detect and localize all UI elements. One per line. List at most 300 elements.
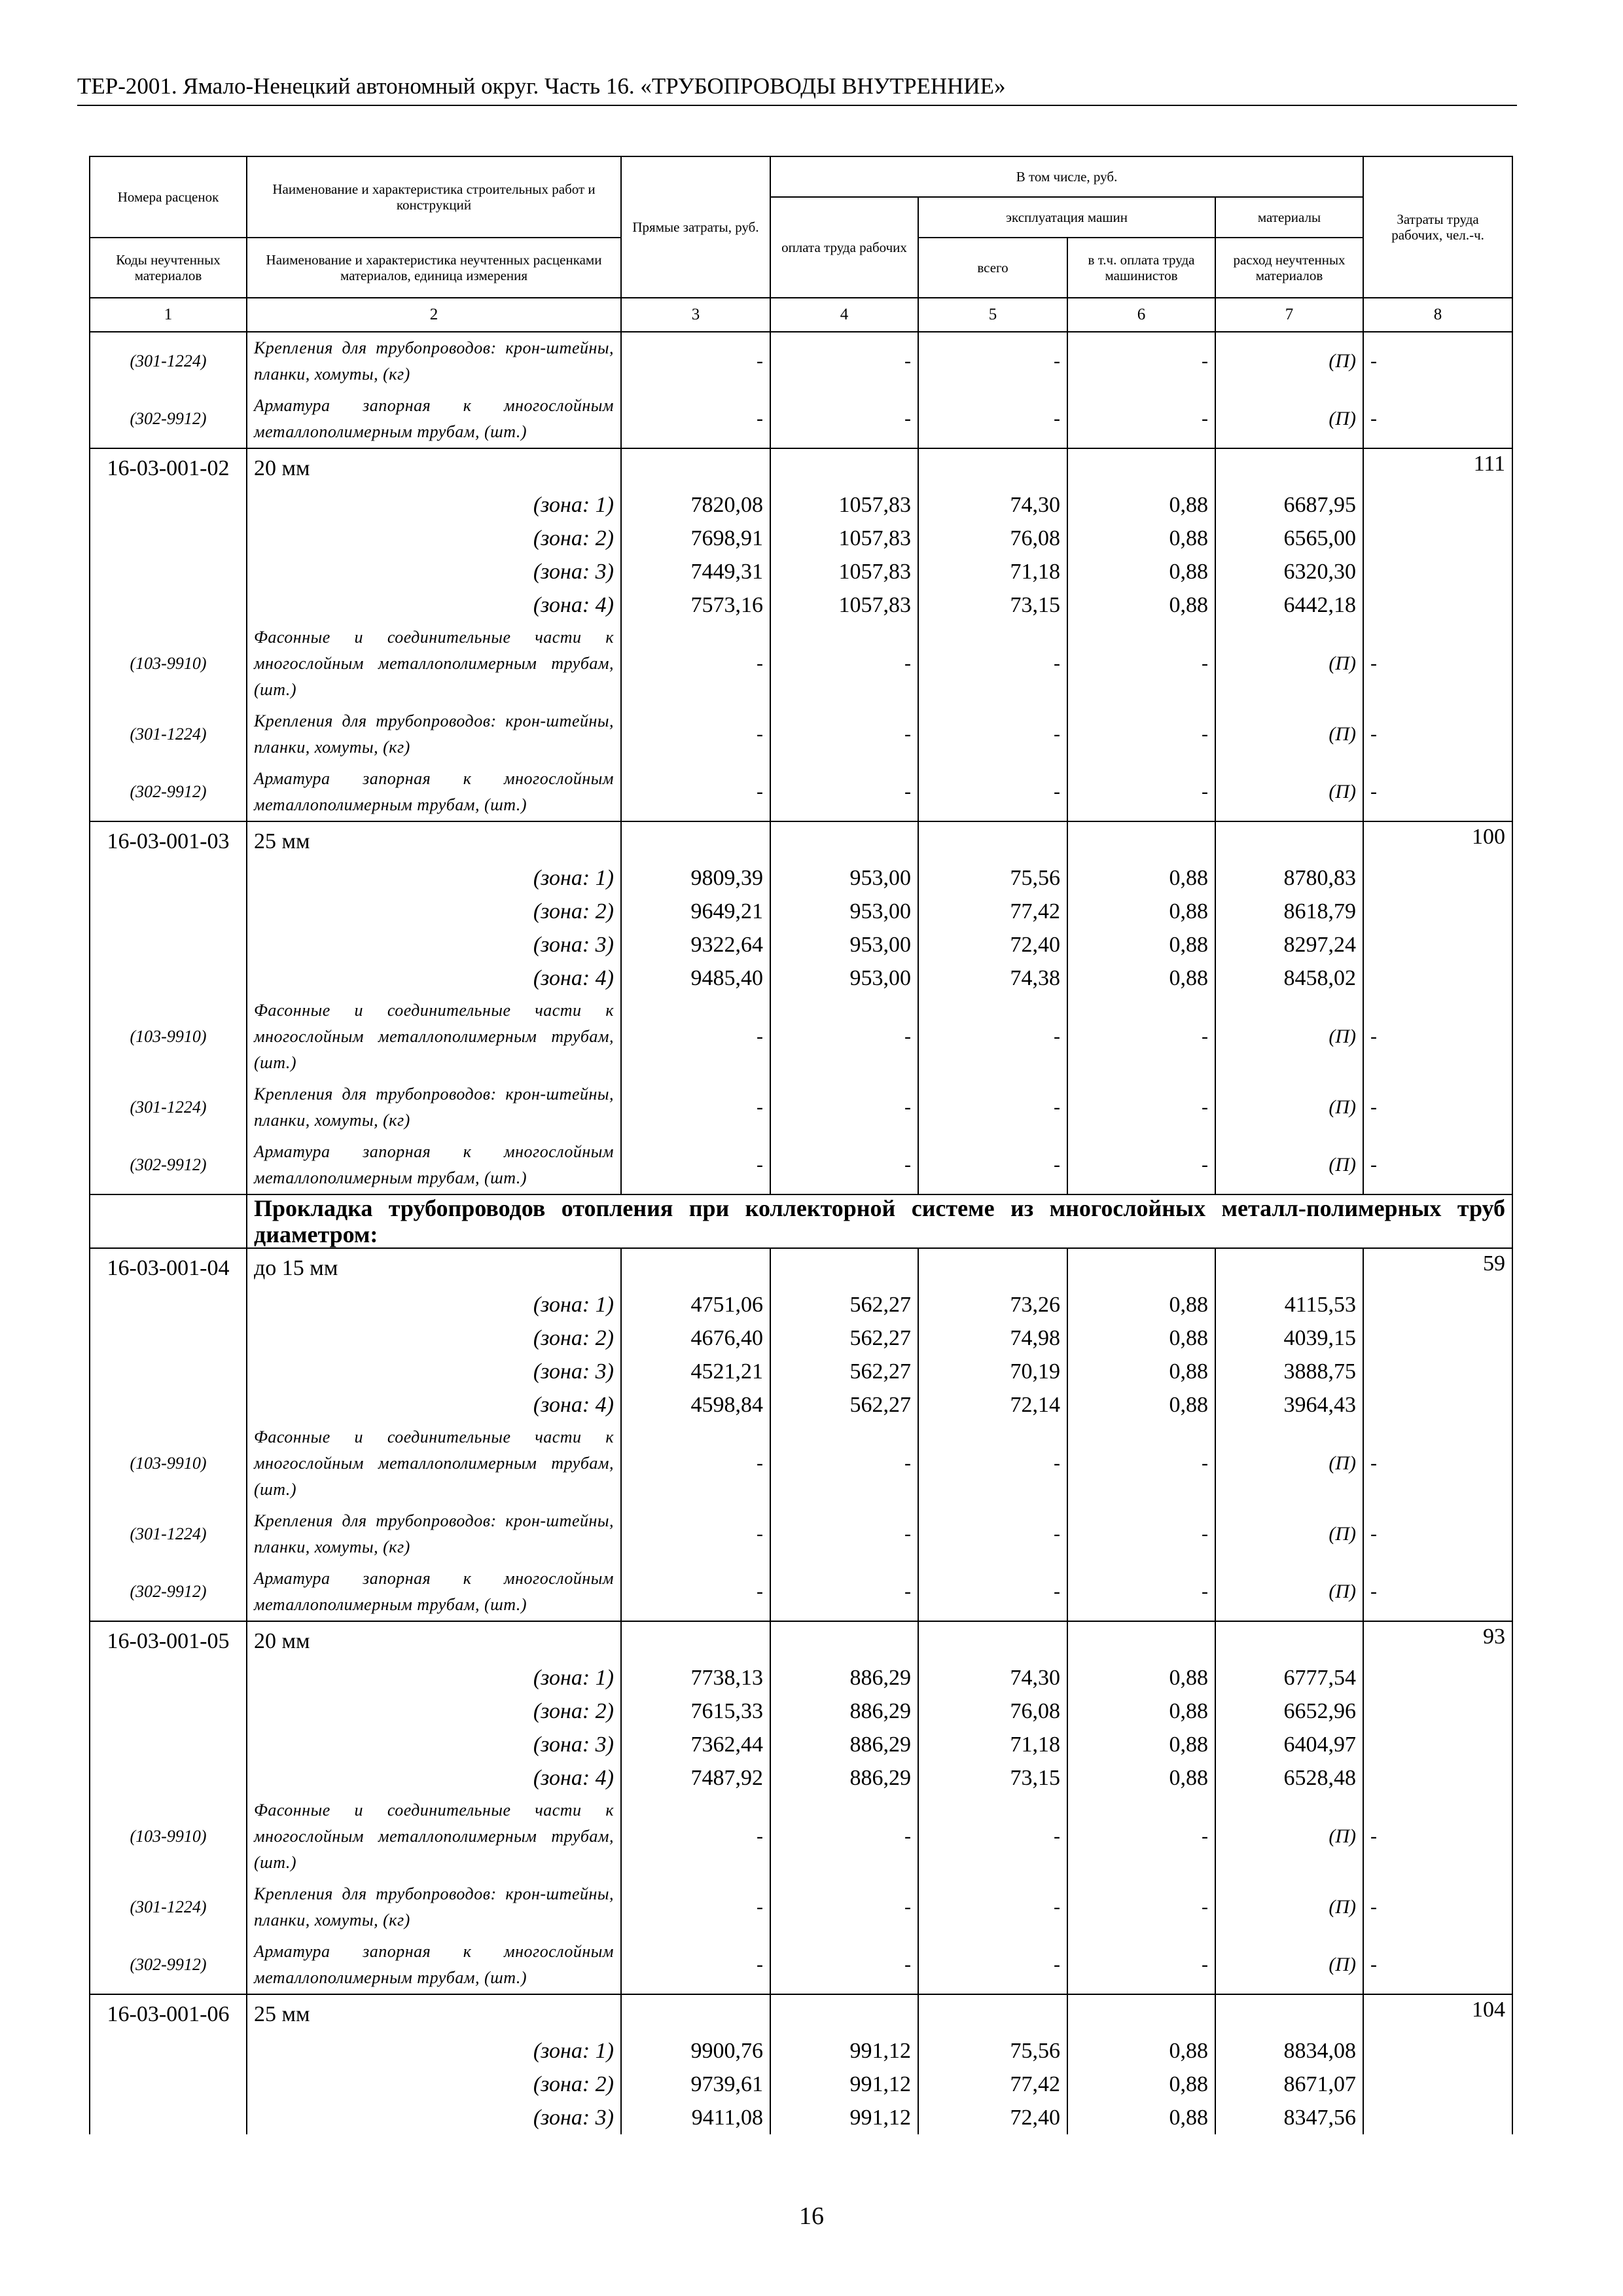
material-code: (302-9912)	[90, 763, 247, 821]
zone-c7: 4039,15	[1215, 1321, 1363, 1355]
material-c8: -	[1363, 1936, 1512, 1994]
material-c3: -	[621, 1079, 770, 1136]
empty-cell	[1363, 1388, 1512, 1422]
material-c3: -	[621, 1563, 770, 1621]
material-c5: -	[918, 1505, 1067, 1563]
material-code: (302-9912)	[90, 1136, 247, 1194]
zone-c5: 77,42	[918, 895, 1067, 928]
empty-cell	[918, 1994, 1067, 2034]
zone-c7: 8671,07	[1215, 2068, 1363, 2101]
zone-c6: 0,88	[1067, 488, 1215, 522]
zone-row	[90, 2101, 1512, 2134]
zone-c5: 74,30	[918, 1661, 1067, 1695]
section-title: Прокладка трубопроводов отопления при коллекторной системе из многослойных металл-полимерных труб диаметром:	[247, 1194, 1512, 1248]
col-number: 8	[1363, 298, 1512, 332]
zone-c7: 6442,18	[1215, 588, 1363, 622]
material-c7: (П)	[1215, 995, 1363, 1079]
empty-cell	[1363, 1695, 1512, 1728]
zone-c4: 886,29	[770, 1728, 918, 1761]
zone-c6: 0,88	[1067, 895, 1215, 928]
zone-label: (зона: 2)	[247, 522, 621, 555]
zone-c7: 6777,54	[1215, 1661, 1363, 1695]
empty-cell	[770, 1994, 918, 2034]
zone-c5: 76,08	[918, 522, 1067, 555]
material-c4: -	[770, 1563, 918, 1621]
empty-cell	[1363, 2068, 1512, 2101]
labor-cost: 111	[1363, 448, 1512, 488]
zone-row	[90, 961, 1512, 995]
zone-c6: 0,88	[1067, 1321, 1215, 1355]
material-c7: (П)	[1215, 1563, 1363, 1621]
empty-cell	[90, 1288, 247, 1321]
zone-label: (зона: 3)	[247, 928, 621, 961]
zone-label: (зона: 1)	[247, 488, 621, 522]
empty-cell	[770, 1248, 918, 1288]
zone-c6: 0,88	[1067, 961, 1215, 995]
zone-c7: 6565,00	[1215, 522, 1363, 555]
col-number: 7	[1215, 298, 1363, 332]
empty-cell	[621, 448, 770, 488]
zone-label: (зона: 3)	[247, 2101, 621, 2134]
empty-cell	[90, 2034, 247, 2068]
zone-c7: 8780,83	[1215, 861, 1363, 895]
rate-name: до 15 мм	[247, 1248, 621, 1288]
zone-row	[90, 861, 1512, 895]
material-c8: -	[1363, 390, 1512, 448]
zone-c3: 7698,91	[621, 522, 770, 555]
zone-label: (зона: 1)	[247, 1288, 621, 1321]
empty-cell	[918, 821, 1067, 861]
material-c8: -	[1363, 1079, 1512, 1136]
zone-c3: 7820,08	[621, 488, 770, 522]
zone-label: (зона: 2)	[247, 1695, 621, 1728]
material-c4: -	[770, 390, 918, 448]
zone-row	[90, 555, 1512, 588]
empty-cell	[770, 821, 918, 861]
zone-c4: 886,29	[770, 1761, 918, 1795]
empty-cell	[90, 488, 247, 522]
material-c6: -	[1067, 1878, 1215, 1936]
material-c7: (П)	[1215, 1505, 1363, 1563]
material-c6: -	[1067, 995, 1215, 1079]
material-description: Фасонные и соединительные части к многослойным металлополимерным трубам, (шт.)	[247, 1422, 621, 1505]
material-c4: -	[770, 706, 918, 763]
zone-c7: 8297,24	[1215, 928, 1363, 961]
material-c3: -	[621, 763, 770, 821]
empty-cell	[1363, 961, 1512, 995]
empty-cell	[90, 961, 247, 995]
material-code: (103-9910)	[90, 1795, 247, 1878]
material-row	[90, 1422, 1512, 1505]
zone-c5: 74,38	[918, 961, 1067, 995]
material-c3: -	[621, 1505, 770, 1563]
zone-c5: 74,30	[918, 488, 1067, 522]
zone-row	[90, 1728, 1512, 1761]
zone-c7: 6320,30	[1215, 555, 1363, 588]
material-c7: (П)	[1215, 1878, 1363, 1936]
material-row	[90, 1878, 1512, 1936]
material-description: Крепления для трубопроводов: крон-штейны, планки, хомуты, (кг)	[247, 1505, 621, 1563]
material-c8: -	[1363, 763, 1512, 821]
material-c4: -	[770, 1136, 918, 1194]
material-c3: -	[621, 1136, 770, 1194]
empty-cell	[1363, 1288, 1512, 1321]
empty-cell	[1067, 1621, 1215, 1661]
zone-c5: 73,15	[918, 1761, 1067, 1795]
material-description: Крепления для трубопроводов: крон-штейны, планки, хомуты, (кг)	[247, 332, 621, 390]
zone-c3: 4521,21	[621, 1355, 770, 1388]
zone-c4: 1057,83	[770, 588, 918, 622]
material-c8: -	[1363, 1795, 1512, 1878]
material-row	[90, 1505, 1512, 1563]
material-c7: (П)	[1215, 706, 1363, 763]
zone-c3: 9485,40	[621, 961, 770, 995]
material-c4: -	[770, 622, 918, 706]
empty-cell	[90, 1661, 247, 1695]
col-number: 6	[1067, 298, 1215, 332]
zone-c6: 0,88	[1067, 861, 1215, 895]
empty-cell	[621, 1621, 770, 1661]
material-row	[90, 390, 1512, 448]
material-code: (302-9912)	[90, 390, 247, 448]
material-c3: -	[621, 706, 770, 763]
empty-cell	[621, 821, 770, 861]
material-c5: -	[918, 332, 1067, 390]
zone-row	[90, 522, 1512, 555]
empty-cell	[918, 448, 1067, 488]
material-c6: -	[1067, 390, 1215, 448]
zone-c5: 72,40	[918, 2101, 1067, 2134]
empty-cell	[621, 1994, 770, 2034]
empty-cell	[1363, 1321, 1512, 1355]
zone-c4: 562,27	[770, 1288, 918, 1321]
material-c4: -	[770, 1878, 918, 1936]
material-c8: -	[1363, 1422, 1512, 1505]
zone-c4: 953,00	[770, 861, 918, 895]
material-c4: -	[770, 1936, 918, 1994]
material-description: Крепления для трубопроводов: крон-штейны, планки, хомуты, (кг)	[247, 1079, 621, 1136]
zone-c4: 1057,83	[770, 488, 918, 522]
material-description: Фасонные и соединительные части к многослойным металлополимерным трубам, (шт.)	[247, 995, 621, 1079]
empty-cell	[1363, 555, 1512, 588]
material-code: (301-1224)	[90, 1878, 247, 1936]
empty-cell	[1067, 1248, 1215, 1288]
zone-c3: 9739,61	[621, 2068, 770, 2101]
material-description: Арматура запорная к многослойным металлополимерным трубам, (шт.)	[247, 1136, 621, 1194]
zone-c3: 4676,40	[621, 1321, 770, 1355]
rate-row	[90, 1248, 1512, 1288]
material-c3: -	[621, 1878, 770, 1936]
zone-c7: 8834,08	[1215, 2034, 1363, 2068]
material-description: Арматура запорная к многослойным металлополимерным трубам, (шт.)	[247, 1563, 621, 1621]
zone-c3: 4598,84	[621, 1388, 770, 1422]
zone-label: (зона: 4)	[247, 588, 621, 622]
zone-c6: 0,88	[1067, 1288, 1215, 1321]
zone-row	[90, 588, 1512, 622]
labor-cost: 104	[1363, 1994, 1512, 2034]
zone-c6: 0,88	[1067, 2101, 1215, 2134]
zone-c4: 562,27	[770, 1388, 918, 1422]
material-c7: (П)	[1215, 332, 1363, 390]
zone-c7: 6687,95	[1215, 488, 1363, 522]
zone-c4: 953,00	[770, 928, 918, 961]
material-c3: -	[621, 622, 770, 706]
zone-c3: 9900,76	[621, 2034, 770, 2068]
empty-cell	[1363, 522, 1512, 555]
material-code: (301-1224)	[90, 706, 247, 763]
zone-label: (зона: 1)	[247, 1661, 621, 1695]
zone-c4: 1057,83	[770, 522, 918, 555]
material-code: (301-1224)	[90, 1505, 247, 1563]
material-c8: -	[1363, 995, 1512, 1079]
material-c5: -	[918, 1079, 1067, 1136]
material-c5: -	[918, 995, 1067, 1079]
zone-label: (зона: 1)	[247, 861, 621, 895]
page-number: 16	[799, 2202, 824, 2230]
header-col2-top: Наименование и характеристика строительных работ и конструкций	[247, 156, 621, 238]
material-row	[90, 1136, 1512, 1194]
zone-c5: 71,18	[918, 555, 1067, 588]
empty-cell	[1363, 1355, 1512, 1388]
rate-code: 16-03-001-06	[90, 1994, 247, 2034]
zone-c4: 953,00	[770, 895, 918, 928]
material-c7: (П)	[1215, 1422, 1363, 1505]
empty-cell	[1363, 2101, 1512, 2134]
empty-cell	[90, 1321, 247, 1355]
zone-label: (зона: 4)	[247, 961, 621, 995]
zone-c5: 76,08	[918, 1695, 1067, 1728]
empty-cell	[770, 448, 918, 488]
labor-cost: 93	[1363, 1621, 1512, 1661]
zone-c7: 3888,75	[1215, 1355, 1363, 1388]
zone-c4: 886,29	[770, 1695, 918, 1728]
empty-cell	[918, 1248, 1067, 1288]
material-row	[90, 622, 1512, 706]
empty-cell	[1215, 1621, 1363, 1661]
zone-c5: 75,56	[918, 2034, 1067, 2068]
empty-cell	[90, 1728, 247, 1761]
empty-cell	[918, 1621, 1067, 1661]
header-incl: В том числе, руб.	[770, 156, 1363, 197]
material-c7: (П)	[1215, 390, 1363, 448]
zone-label: (зона: 3)	[247, 1355, 621, 1388]
empty-cell	[1363, 1728, 1512, 1761]
material-row	[90, 706, 1512, 763]
zone-row	[90, 2068, 1512, 2101]
material-row	[90, 763, 1512, 821]
col-number: 1	[90, 298, 247, 332]
material-c6: -	[1067, 332, 1215, 390]
zone-c7: 6528,48	[1215, 1761, 1363, 1795]
zone-row	[90, 2034, 1512, 2068]
zone-c6: 0,88	[1067, 2034, 1215, 2068]
empty-cell	[1363, 861, 1512, 895]
empty-cell	[90, 861, 247, 895]
header-materials: материалы	[1215, 197, 1363, 238]
material-c8: -	[1363, 332, 1512, 390]
material-c6: -	[1067, 706, 1215, 763]
zone-c6: 0,88	[1067, 1761, 1215, 1795]
zone-c4: 1057,83	[770, 555, 918, 588]
material-c6: -	[1067, 1079, 1215, 1136]
zone-c5: 74,98	[918, 1321, 1067, 1355]
empty-cell	[1363, 1661, 1512, 1695]
material-c6: -	[1067, 622, 1215, 706]
empty-cell	[1363, 588, 1512, 622]
rate-code: 16-03-001-04	[90, 1248, 247, 1288]
section-heading	[90, 1194, 1512, 1248]
material-c7: (П)	[1215, 763, 1363, 821]
zone-c5: 72,40	[918, 928, 1067, 961]
col-number: 5	[918, 298, 1067, 332]
zone-row	[90, 488, 1512, 522]
zone-row	[90, 1321, 1512, 1355]
header-col1-bottom: Коды неучтенных материалов	[90, 238, 247, 298]
material-c6: -	[1067, 1936, 1215, 1994]
zone-c4: 562,27	[770, 1321, 918, 1355]
zone-row	[90, 1388, 1512, 1422]
material-c4: -	[770, 1422, 918, 1505]
zone-c7: 8347,56	[1215, 2101, 1363, 2134]
empty-cell	[1215, 448, 1363, 488]
zone-c6: 0,88	[1067, 555, 1215, 588]
zone-c6: 0,88	[1067, 1661, 1215, 1695]
material-c7: (П)	[1215, 1136, 1363, 1194]
empty-cell	[1363, 488, 1512, 522]
material-code: (103-9910)	[90, 1422, 247, 1505]
header-col3: Прямые затраты, руб.	[621, 156, 770, 298]
material-row	[90, 1563, 1512, 1621]
rate-name: 20 мм	[247, 1621, 621, 1661]
empty-cell	[1215, 1248, 1363, 1288]
material-row	[90, 1795, 1512, 1878]
zone-c6: 0,88	[1067, 1388, 1215, 1422]
zone-c3: 4751,06	[621, 1288, 770, 1321]
material-c8: -	[1363, 1136, 1512, 1194]
labor-cost: 59	[1363, 1248, 1512, 1288]
header-rule	[77, 105, 1517, 106]
material-c5: -	[918, 1795, 1067, 1878]
material-c4: -	[770, 763, 918, 821]
zone-c6: 0,88	[1067, 1695, 1215, 1728]
zone-label: (зона: 2)	[247, 895, 621, 928]
material-code: (103-9910)	[90, 622, 247, 706]
empty-cell	[1363, 2034, 1512, 2068]
section-spacer	[90, 1194, 247, 1248]
empty-cell	[90, 522, 247, 555]
material-c5: -	[918, 390, 1067, 448]
material-c7: (П)	[1215, 622, 1363, 706]
zone-c3: 9809,39	[621, 861, 770, 895]
material-c5: -	[918, 706, 1067, 763]
col-number: 3	[621, 298, 770, 332]
empty-cell	[90, 555, 247, 588]
empty-cell	[90, 1761, 247, 1795]
empty-cell	[621, 1248, 770, 1288]
empty-cell	[90, 1388, 247, 1422]
zone-label: (зона: 3)	[247, 555, 621, 588]
zone-c7: 6652,96	[1215, 1695, 1363, 1728]
material-code: (103-9910)	[90, 995, 247, 1079]
empty-cell	[90, 928, 247, 961]
zone-c6: 0,88	[1067, 2068, 1215, 2101]
zone-row	[90, 1695, 1512, 1728]
material-c3: -	[621, 1936, 770, 1994]
empty-cell	[90, 588, 247, 622]
header-col7: расход неучтенных материалов	[1215, 238, 1363, 298]
zone-c5: 77,42	[918, 2068, 1067, 2101]
header-col8: Затраты труда рабочих, чел.-ч.	[1363, 156, 1512, 298]
empty-cell	[1363, 1761, 1512, 1795]
material-c4: -	[770, 1505, 918, 1563]
material-c3: -	[621, 1422, 770, 1505]
material-c5: -	[918, 1136, 1067, 1194]
zone-row	[90, 1661, 1512, 1695]
material-row	[90, 1936, 1512, 1994]
header-col5: всего	[918, 238, 1067, 298]
zone-c6: 0,88	[1067, 588, 1215, 622]
rate-row	[90, 448, 1512, 488]
zone-c3: 9322,64	[621, 928, 770, 961]
zone-c6: 0,88	[1067, 1728, 1215, 1761]
zone-label: (зона: 4)	[247, 1761, 621, 1795]
empty-cell	[90, 2101, 247, 2134]
zone-c6: 0,88	[1067, 928, 1215, 961]
zone-c7: 3964,43	[1215, 1388, 1363, 1422]
zone-label: (зона: 3)	[247, 1728, 621, 1761]
material-row	[90, 995, 1512, 1079]
material-c3: -	[621, 995, 770, 1079]
zone-label: (зона: 1)	[247, 2034, 621, 2068]
material-code: (302-9912)	[90, 1563, 247, 1621]
material-description: Арматура запорная к многослойным металлополимерным трубам, (шт.)	[247, 763, 621, 821]
zone-c6: 0,88	[1067, 1355, 1215, 1388]
rate-name: 20 мм	[247, 448, 621, 488]
material-c5: -	[918, 1422, 1067, 1505]
material-code: (302-9912)	[90, 1936, 247, 1994]
material-c7: (П)	[1215, 1079, 1363, 1136]
col-number: 2	[247, 298, 621, 332]
material-c5: -	[918, 622, 1067, 706]
zone-c4: 886,29	[770, 1661, 918, 1695]
zone-c7: 8618,79	[1215, 895, 1363, 928]
material-description: Крепления для трубопроводов: крон-штейны, планки, хомуты, (кг)	[247, 706, 621, 763]
rate-code: 16-03-001-03	[90, 821, 247, 861]
zone-c4: 953,00	[770, 961, 918, 995]
empty-cell	[1215, 821, 1363, 861]
zone-c4: 991,12	[770, 2034, 918, 2068]
zone-c3: 9649,21	[621, 895, 770, 928]
zone-c3: 7449,31	[621, 555, 770, 588]
material-c4: -	[770, 1795, 918, 1878]
material-c6: -	[1067, 1563, 1215, 1621]
zone-row	[90, 1288, 1512, 1321]
zone-c5: 72,14	[918, 1388, 1067, 1422]
material-c4: -	[770, 332, 918, 390]
zone-c4: 562,27	[770, 1355, 918, 1388]
zone-c5: 71,18	[918, 1728, 1067, 1761]
empty-cell	[90, 2068, 247, 2101]
zone-label: (зона: 2)	[247, 2068, 621, 2101]
material-c8: -	[1363, 622, 1512, 706]
zone-c3: 7573,16	[621, 588, 770, 622]
zone-c3: 7738,13	[621, 1661, 770, 1695]
zone-row	[90, 1355, 1512, 1388]
zone-c5: 73,26	[918, 1288, 1067, 1321]
header-col4: оплата труда рабочих	[770, 197, 918, 298]
material-description: Арматура запорная к многослойным металлополимерным трубам, (шт.)	[247, 1936, 621, 1994]
zone-row	[90, 928, 1512, 961]
